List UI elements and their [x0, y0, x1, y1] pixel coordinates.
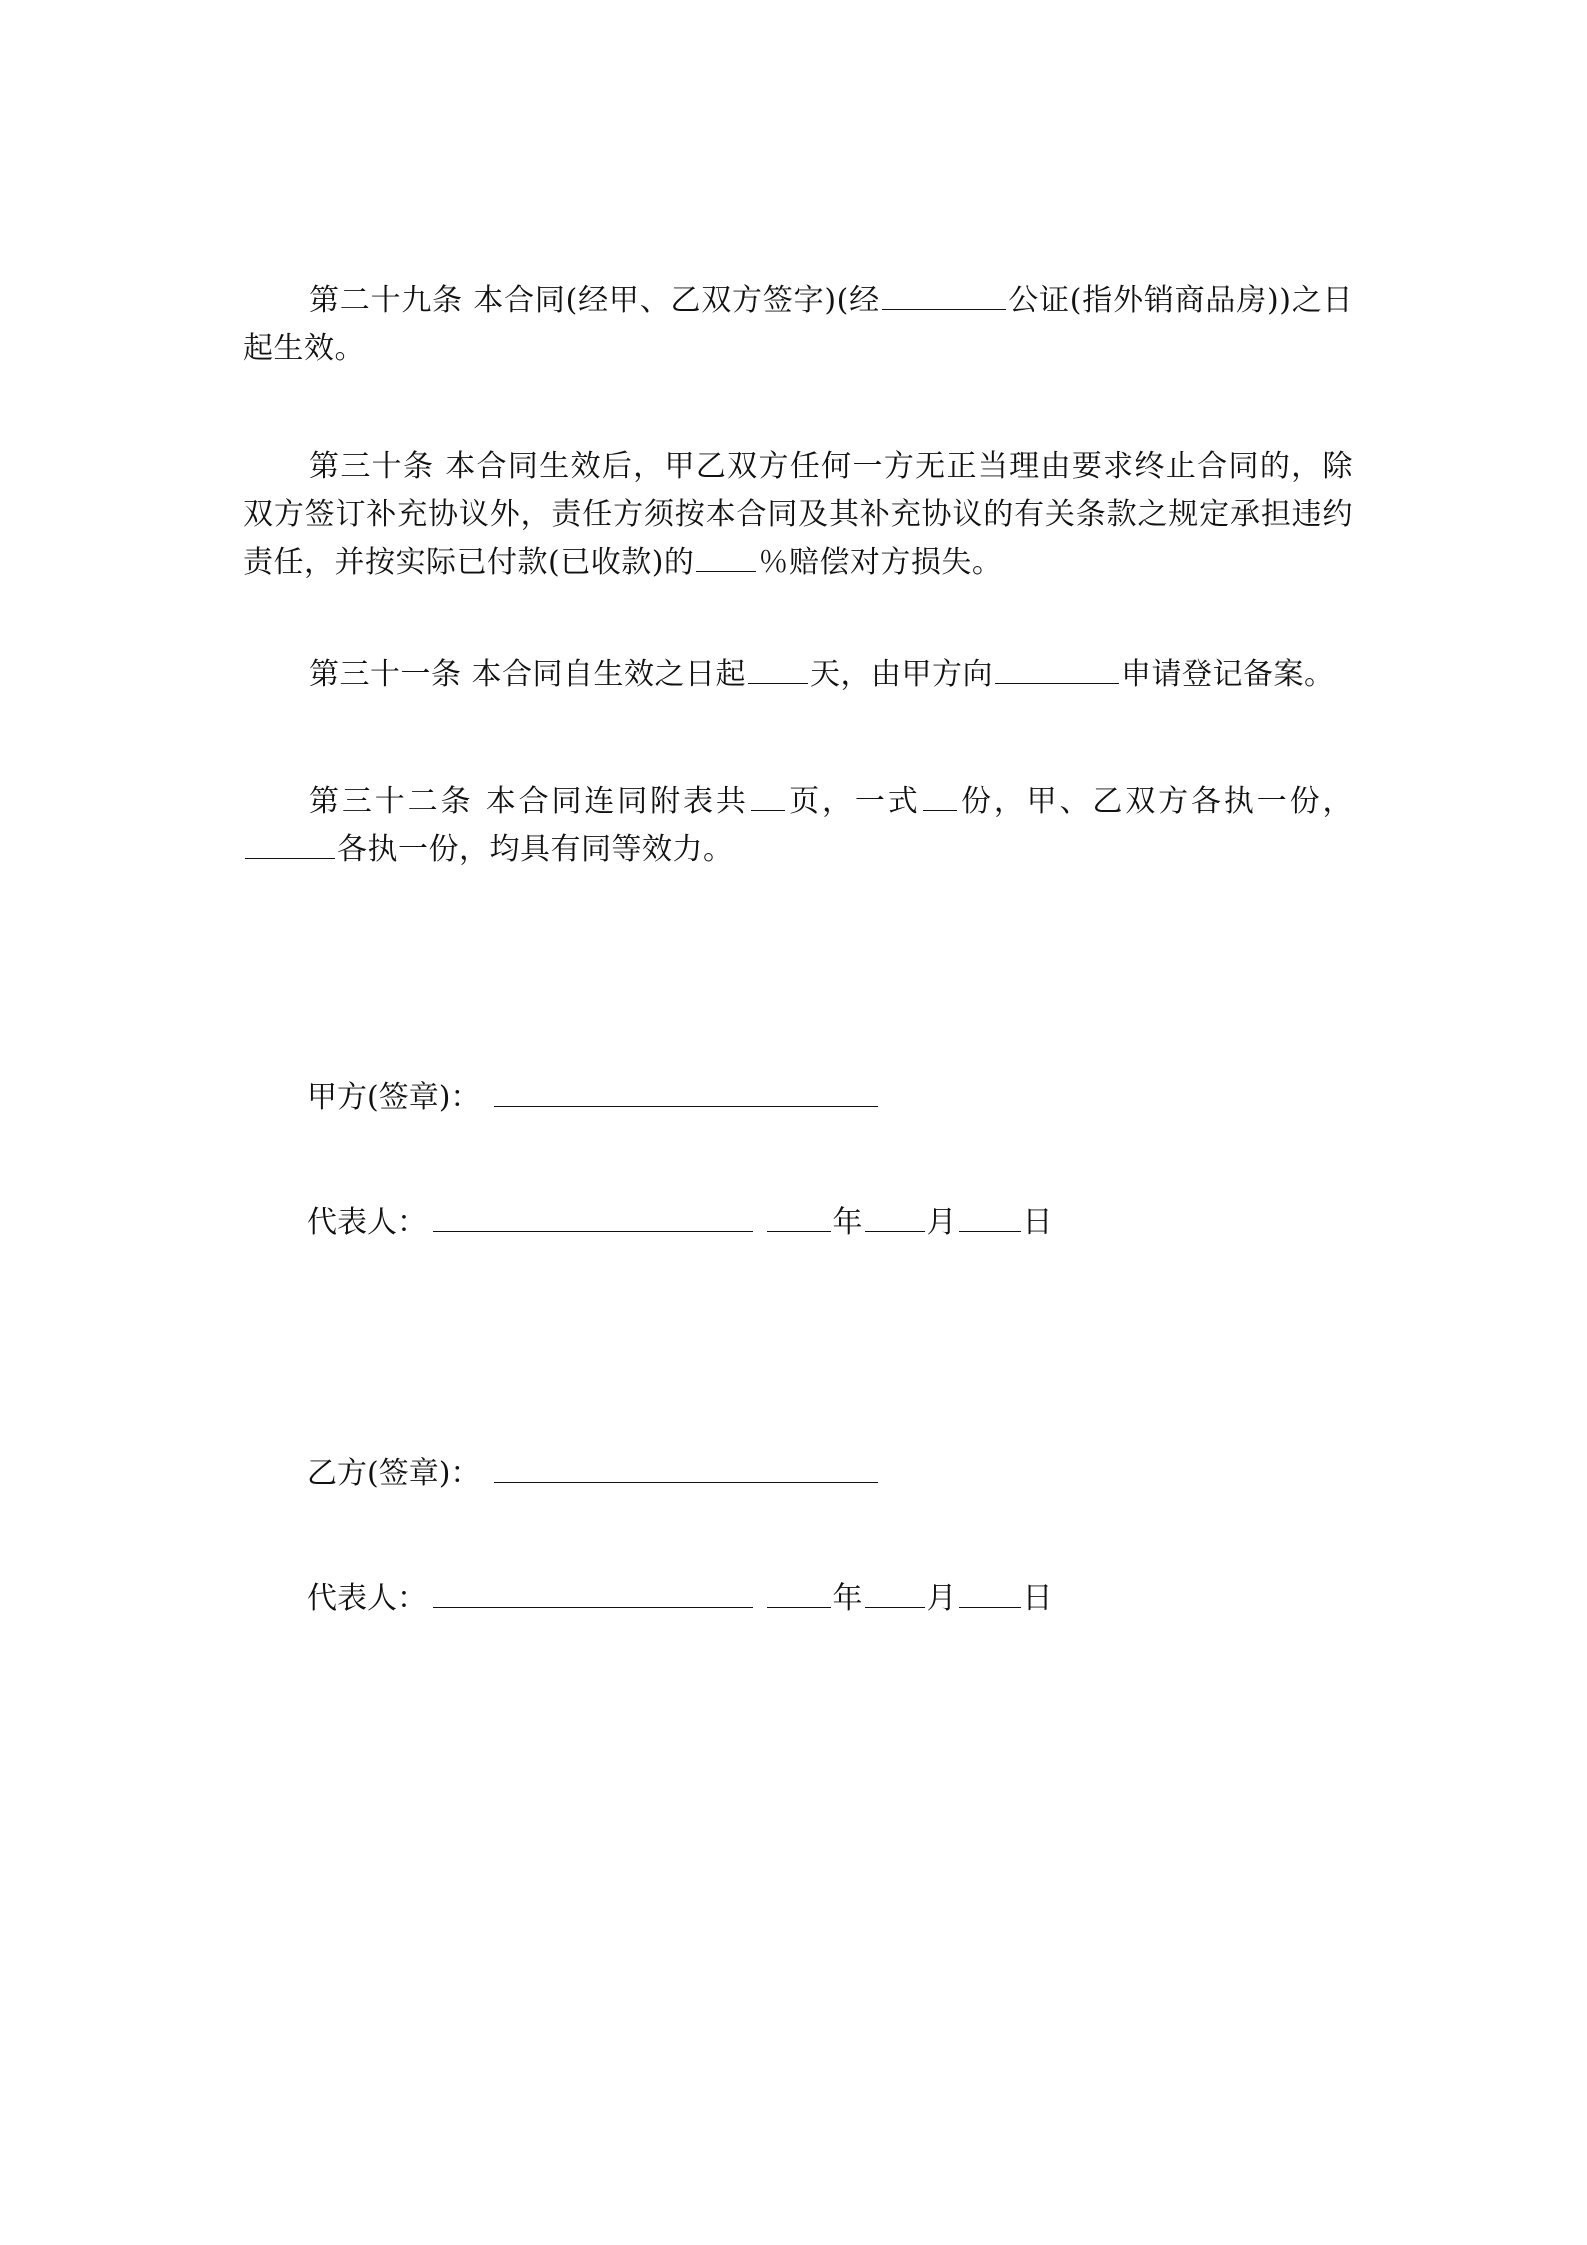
clause-32-text-1: 第三十二条 本合同连同附表共 — [309, 784, 749, 819]
clause-30 — [243, 443, 1353, 587]
party-b-day-label: 日 — [1022, 1581, 1053, 1616]
clause-30-text-1: 第三十条 本合同生效后，甲乙双方任何一方无正当理由要求终止合同的，除双方签订补充协议外，责任方须按本合同及其补充协议的有关条款之规定承担违约责任，并按实际已付款(已收款)的 — [243, 449, 1353, 580]
party-b-year-blank — [767, 1577, 831, 1608]
clause-31 — [243, 651, 1353, 699]
clause-31-text-3: 申请登记备案。 — [1121, 657, 1335, 692]
clause-32-text-2: 页，一式 — [786, 784, 921, 819]
registry-blank — [995, 653, 1119, 684]
other-party-blank — [245, 828, 335, 859]
party-a-day-label: 日 — [1022, 1205, 1053, 1240]
clause-29-text-1: 第二十九条 本合同(经甲、乙双方签字)(经 — [309, 283, 880, 318]
party-b-rep-line — [307, 1575, 1053, 1623]
clause-32-text-3: 份，甲、乙双方各执一份， — [958, 784, 1354, 819]
party-b-rep-blank — [433, 1577, 753, 1608]
days-blank — [748, 653, 808, 684]
clause-30-text-2: ％赔偿对方损失。 — [758, 545, 1003, 580]
clause-31-text-2: 天，由甲方向 — [810, 657, 994, 692]
party-a-signature-line — [307, 1074, 880, 1122]
party-a-label: 甲方(签章)： — [307, 1080, 481, 1115]
party-a-month-label: 月 — [926, 1205, 957, 1240]
clause-29 — [243, 277, 1353, 373]
party-b-rep-label: 代表人： — [307, 1581, 427, 1616]
party-b-signature-blank — [494, 1452, 878, 1483]
party-a-signature-blank — [494, 1076, 878, 1107]
clause-32-text-4: 各执一份，均具有同等效力。 — [337, 832, 734, 867]
clause-32 — [243, 778, 1353, 874]
party-a-month-blank — [865, 1201, 925, 1232]
party-a-year-blank — [767, 1201, 831, 1232]
party-b-day-blank — [959, 1577, 1021, 1608]
party-b-month-blank — [865, 1577, 925, 1608]
party-a-year-label: 年 — [832, 1205, 863, 1240]
clause-29-text-2: 公证(指外销商品房))之日起生效。 — [243, 283, 1353, 366]
party-a-day-blank — [959, 1201, 1021, 1232]
party-a-rep-blank — [433, 1201, 753, 1232]
party-a-rep-label: 代表人： — [307, 1205, 427, 1240]
copies-blank — [923, 780, 957, 811]
party-a-rep-line — [307, 1199, 1053, 1247]
pages-blank — [751, 780, 785, 811]
percent-blank — [696, 541, 756, 572]
clause-31-text-1: 第三十一条 本合同自生效之日起 — [309, 657, 747, 692]
party-b-label: 乙方(签章)： — [307, 1456, 481, 1491]
party-b-signature-line — [307, 1450, 880, 1498]
party-b-year-label: 年 — [832, 1581, 863, 1616]
notary-blank — [882, 279, 1006, 310]
party-b-month-label: 月 — [926, 1581, 957, 1616]
